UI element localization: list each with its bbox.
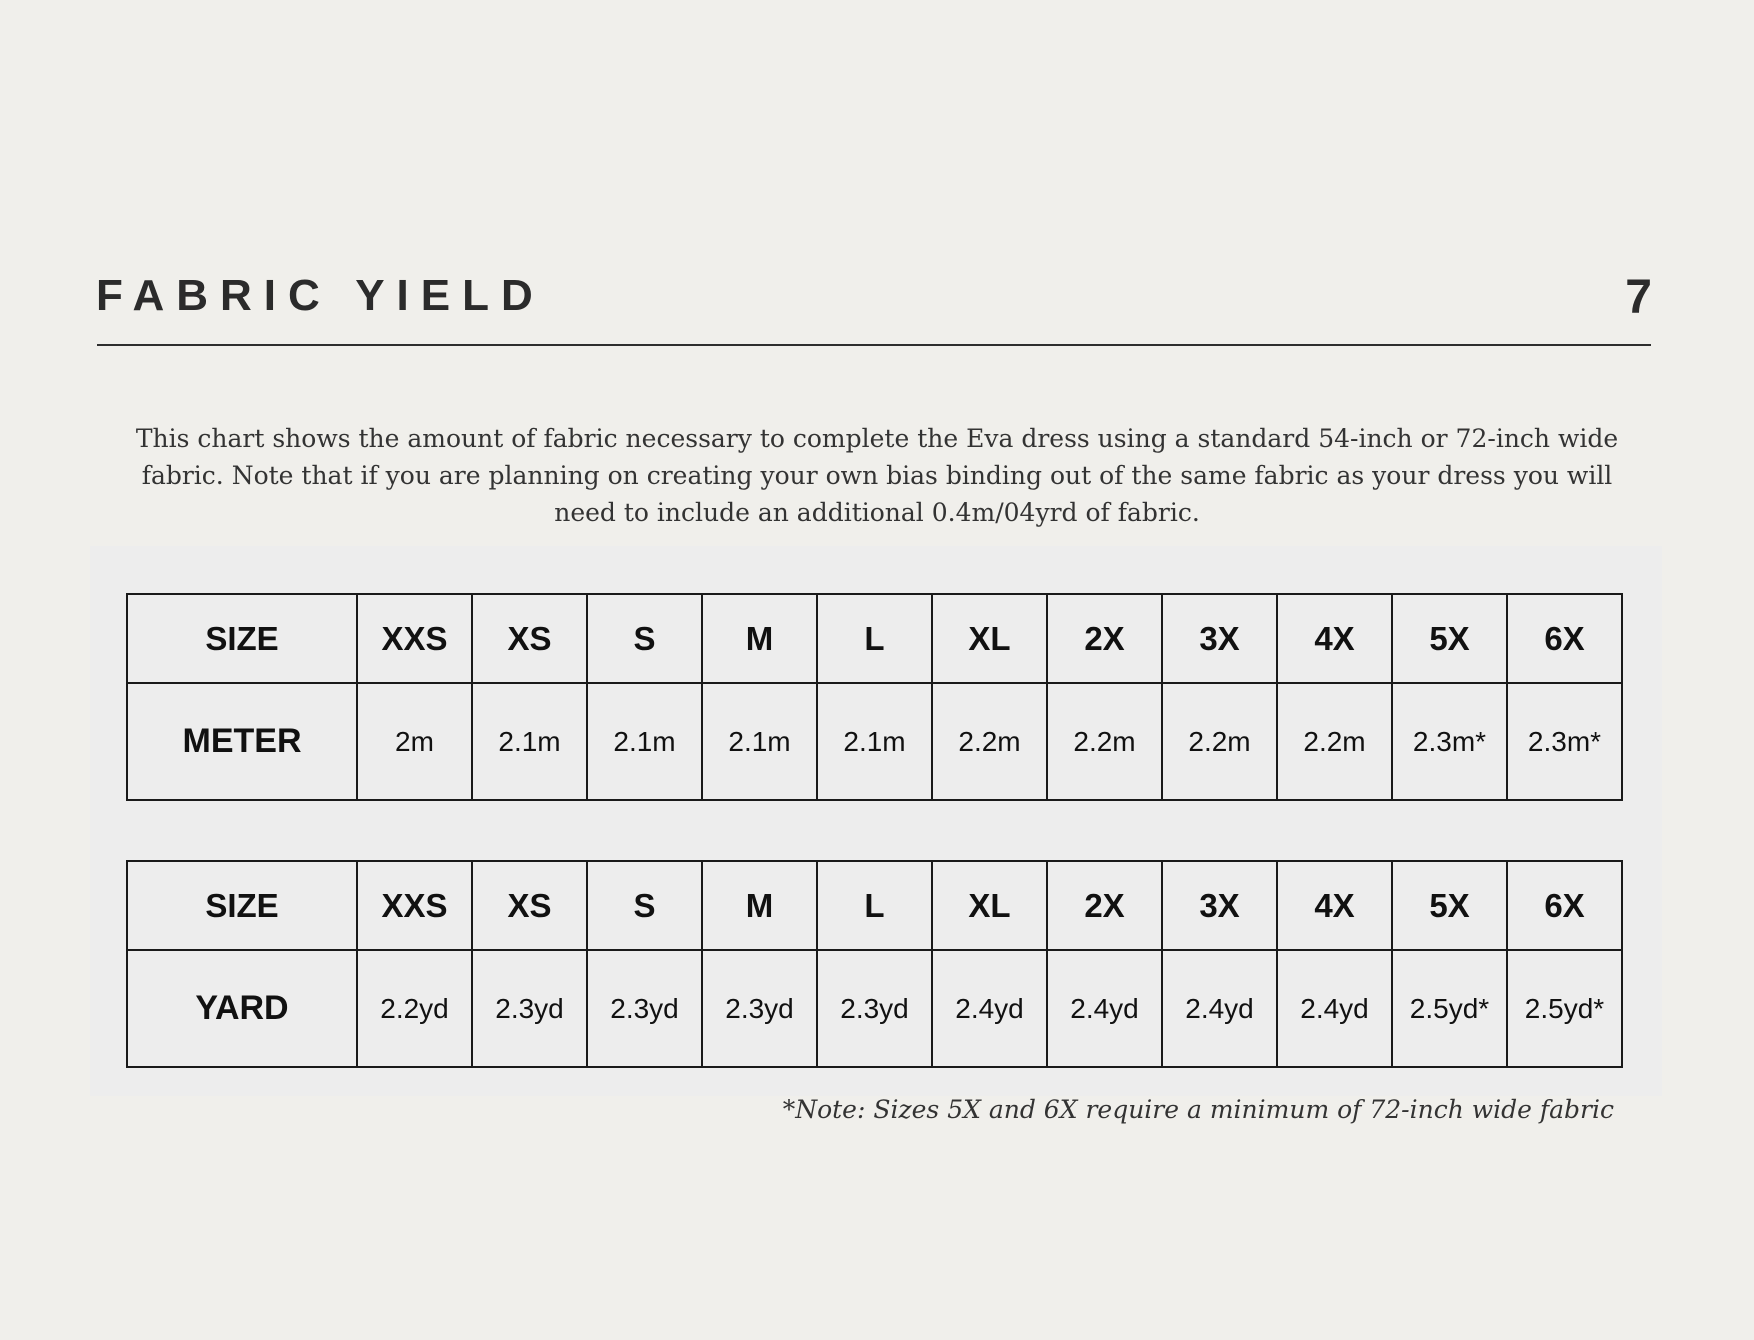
meter-value-cell: 2.1m [472, 683, 587, 800]
intro-paragraph: This chart shows the amount of fabric necessary to complete the Eva dress using a standard 54-inch or 72-inch wide fabric. Note that if you are planning on creating your own bias binding out of the same fabric as your dress you will need to include an additional 0.4m/04yrd of fabric. [135, 424, 1619, 527]
header-divider [97, 344, 1651, 346]
yard-size-row [127, 861, 1622, 950]
size-cell: L [817, 594, 932, 683]
size-cell: 5X [1392, 594, 1507, 683]
size-cell: S [587, 861, 702, 950]
yard-value-cell: 2.3yd [587, 950, 702, 1067]
size-cell: M [702, 861, 817, 950]
size-cell: 3X [1162, 594, 1277, 683]
yard-value-cell: 2.4yd [932, 950, 1047, 1067]
size-cell: 5X [1392, 861, 1507, 950]
meter-value-cell: 2.3m* [1392, 683, 1507, 800]
yard-value-row [127, 950, 1622, 1067]
yard-value-cell: 2.3yd [817, 950, 932, 1067]
page-number: 7 [1625, 271, 1652, 324]
yard-value-cell: 2.4yd [1047, 950, 1162, 1067]
meter-value-cell: 2.1m [817, 683, 932, 800]
size-header-label: SIZE [127, 594, 357, 683]
size-cell: 2X [1047, 594, 1162, 683]
yard-value-cell: 2.4yd [1162, 950, 1277, 1067]
meter-size-row [127, 594, 1622, 683]
size-cell: XL [932, 861, 1047, 950]
size-cell: XS [472, 594, 587, 683]
yard-value-cell: 2.3yd [702, 950, 817, 1067]
meter-value-cell: 2.2m [1277, 683, 1392, 800]
footnote: *Note: Sizes 5X and 6X require a minimum of 72-inch wide fabric [782, 1095, 1614, 1124]
yard-value-cell: 2.5yd* [1392, 950, 1507, 1067]
meter-value-cell: 2.3m* [1507, 683, 1622, 800]
meter-value-cell: 2m [357, 683, 472, 800]
page-title: FABRIC YIELD [96, 271, 545, 320]
meter-value-cell: 2.2m [932, 683, 1047, 800]
yard-row-label: YARD [127, 950, 357, 1067]
meter-yield-table [126, 593, 1623, 801]
size-cell: 4X [1277, 594, 1392, 683]
size-cell: XXS [357, 594, 472, 683]
size-cell: M [702, 594, 817, 683]
meter-value-cell: 2.1m [702, 683, 817, 800]
size-cell: L [817, 861, 932, 950]
size-cell: 6X [1507, 861, 1622, 950]
size-cell: XXS [357, 861, 472, 950]
size-header-label: SIZE [127, 861, 357, 950]
meter-value-cell: 2.2m [1162, 683, 1277, 800]
size-cell: 4X [1277, 861, 1392, 950]
size-cell: S [587, 594, 702, 683]
yard-value-cell: 2.5yd* [1507, 950, 1622, 1067]
yard-value-cell: 2.2yd [357, 950, 472, 1067]
size-cell: 3X [1162, 861, 1277, 950]
size-cell: XL [932, 594, 1047, 683]
meter-value-cell: 2.1m [587, 683, 702, 800]
yard-value-cell: 2.3yd [472, 950, 587, 1067]
size-cell: 2X [1047, 861, 1162, 950]
size-cell: XS [472, 861, 587, 950]
meter-value-cell: 2.2m [1047, 683, 1162, 800]
yard-value-cell: 2.4yd [1277, 950, 1392, 1067]
size-cell: 6X [1507, 594, 1622, 683]
meter-value-row [127, 683, 1622, 800]
meter-row-label: METER [127, 683, 357, 800]
yard-yield-table [126, 860, 1623, 1068]
